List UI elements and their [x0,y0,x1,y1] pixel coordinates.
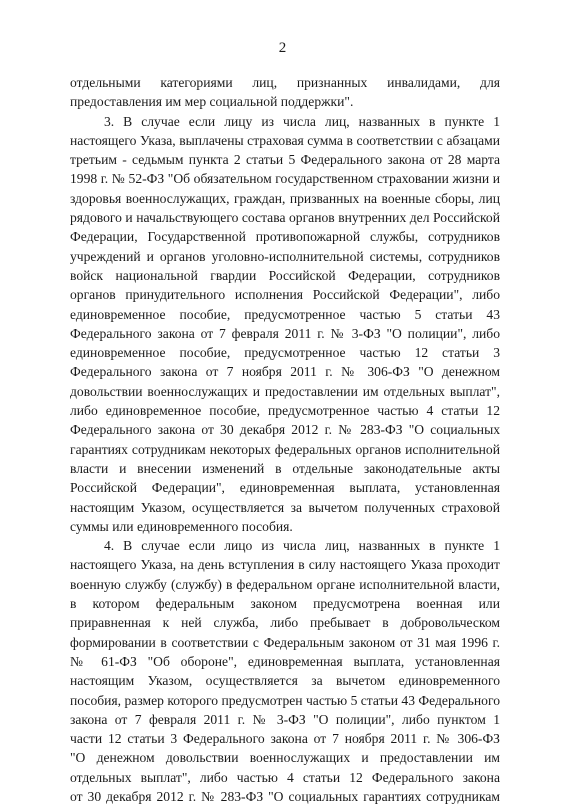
text-line: отдельных выплат", либо частью 4 статьи 12 Федерального закона [70,769,500,785]
text-line: 3. В случае если лицу из числа лиц, названных в пункте 1 [104,113,500,129]
text-line: части 12 статьи 3 Федерального закона от 7 ноября 2011 г. № 306-ФЗ [70,731,500,747]
text-line: настоящего Указа, выплачены страховая сумма в соответствии с абзацами [70,132,500,148]
text-line: предоставления им мер социальной поддержки". [70,94,354,110]
text-line: 1998 г. № 52-ФЗ "Об обязательном государственном страховании жизни и [70,171,500,187]
text-line: либо единовременное пособие, предусмотренное частью 4 статьи 12 [70,403,500,419]
text-line: настоящего Указа, на день вступления в силу настоящего Указа проходит [70,557,500,573]
text-line: настоящим Указом, осуществляется за вычетом полученных страховой [70,499,500,515]
text-line: здоровья военнослужащих, граждан, призванных на военные сборы, лиц [70,190,500,206]
text-line: рядового и начальствующего состава органов внутренних дел Российской [70,210,500,226]
text-line: формировании в соответствии с Федеральным законом от 31 мая 1996 г. [70,634,500,650]
text-line: приравненная к ней служба, либо пребывает в добровольческом [70,615,500,631]
text-line: единовременное пособие, предусмотренное частью 12 статьи 3 [70,345,500,361]
text-line: органов принудительного исполнения Российской Федерации", либо [70,287,500,303]
text-line: военную службу (службу) в федеральном органе исполнительной власти, [70,576,500,592]
text-line: власти и внесении изменений в отдельные законодательные акты [70,460,500,476]
text-line: суммы или единовременного пособия. [70,518,293,534]
text-line: от 30 декабря 2012 г. № 283-ФЗ "О социальных гарантиях сотрудникам [70,788,500,804]
document-body [70,73,500,806]
text-line: учреждений и органов уголовно-исполнительной системы, сотрудников [70,248,500,264]
text-line: закона от 7 февраля 2011 г. № 3-ФЗ "О полиции", либо пунктом 1 [70,711,500,727]
text-line: войск национальной гвардии Российской Федерации, сотрудников [70,267,500,283]
text-line: настоящим Указом, осуществляется за вычетом единовременного [70,673,500,689]
text-line: третьим - седьмым пункта 2 статьи 5 Федерального закона от 28 марта [70,152,500,168]
text-line: № 61-ФЗ "Об обороне", единовременная выплата, установленная [70,653,500,669]
text-line: гарантиях сотрудникам некоторых федеральных органов исполнительной [70,441,500,457]
text-line: 4. В случае если лицо из числа лиц, названных в пункте 1 [104,538,500,554]
text-line: отдельными категориями лиц, признанных инвалидами, для [70,75,500,90]
text-line: Федерального закона от 30 декабря 2012 г. № 283-ФЗ "О социальных [70,422,500,438]
text-line: Федерального закона от 7 ноября 2011 г. № 306-ФЗ "О денежном [70,364,500,380]
text-line: "О денежном довольствии военнослужащих и предоставлении им [70,750,500,766]
text-line: единовременное пособие, предусмотренное частью 5 статьи 43 [70,306,500,322]
text-line: в котором федеральным законом предусмотрена военная или [70,596,500,612]
text-line: довольствии военнослужащих и предоставлении им отдельных выплат", [70,383,500,399]
text-line: Федерального закона от 7 февраля 2011 г. № 3-ФЗ "О полиции", либо [70,325,500,341]
text-line: пособия, размер которого предусмотрен частью 5 статьи 43 Федерального [70,692,500,708]
text-line: Федерации, Государственной противопожарной службы, сотрудников [70,229,500,245]
text-line: Российской Федерации", единовременная выплата, установленная [70,480,500,496]
page-number: 2 [278,40,287,56]
